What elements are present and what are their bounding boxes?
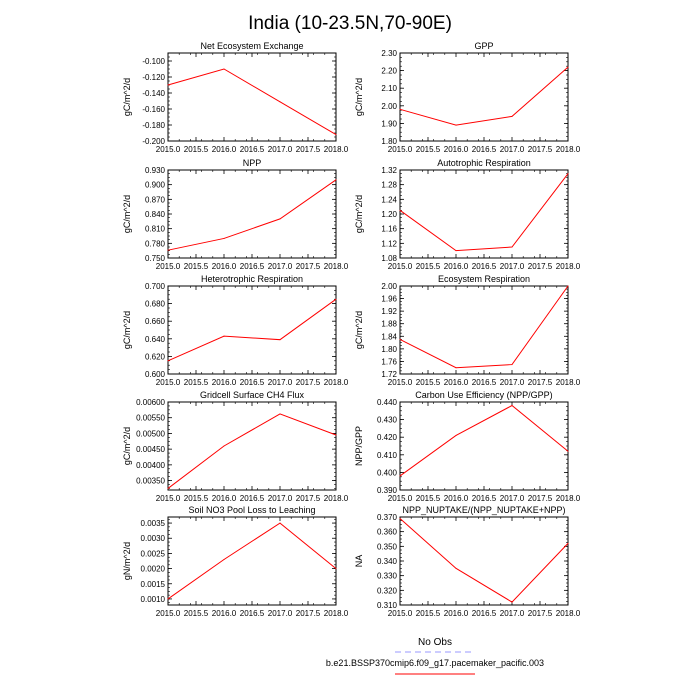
x-tick-label: 2016.5 bbox=[239, 609, 265, 618]
data-point bbox=[280, 339, 281, 340]
x-tick-label: 2018.0 bbox=[555, 378, 581, 387]
y-tick-label: 0.700 bbox=[144, 282, 165, 291]
y-tick-label: 0.680 bbox=[144, 299, 165, 309]
y-tick-label: 1.92 bbox=[381, 307, 397, 317]
x-tick-label: 2017.0 bbox=[267, 609, 293, 618]
x-tick-label: 2015.0 bbox=[155, 609, 181, 618]
x-tick-label: 2017.5 bbox=[295, 378, 321, 387]
panel-title: Ecosystem Respiration bbox=[437, 274, 531, 284]
data-point bbox=[336, 435, 337, 436]
x-tick-label: 2015.5 bbox=[415, 609, 441, 618]
plot-frame bbox=[400, 517, 568, 605]
x-tick-label: 2015.5 bbox=[183, 378, 209, 387]
y-axis-label: gC/m^2/d bbox=[354, 310, 364, 350]
panel-9 bbox=[122, 505, 349, 618]
y-tick-label: 0.900 bbox=[144, 180, 165, 190]
panels bbox=[122, 41, 581, 618]
y-tick-label: 2.00 bbox=[381, 101, 397, 111]
x-tick-label: 2015.0 bbox=[387, 145, 413, 154]
x-tick-label: 2017.0 bbox=[267, 262, 293, 271]
y-axis-label: gN/m^2/d bbox=[122, 541, 132, 581]
x-tick-label: 2017.0 bbox=[267, 378, 293, 387]
data-point bbox=[224, 559, 225, 560]
y-tick-label: -0.120 bbox=[142, 73, 165, 82]
plot-frame bbox=[400, 53, 568, 141]
y-tick-label: 1.80 bbox=[381, 137, 397, 146]
data-point bbox=[400, 518, 401, 519]
x-tick-label: 2018.0 bbox=[555, 145, 581, 154]
x-tick-label: 2018.0 bbox=[555, 609, 581, 618]
x-tick-label: 2015.0 bbox=[155, 145, 181, 154]
plot-frame bbox=[168, 53, 336, 141]
series-line bbox=[168, 180, 336, 250]
x-tick-label: 2017.5 bbox=[527, 494, 553, 503]
plot-frame bbox=[168, 286, 336, 374]
data-point bbox=[336, 134, 337, 135]
y-tick-label: 0.660 bbox=[144, 317, 165, 327]
y-tick-label: 0.0035 bbox=[140, 519, 165, 529]
y-tick-label: 0.600 bbox=[144, 370, 165, 379]
data-point bbox=[568, 173, 569, 174]
x-tick-label: 2017.5 bbox=[527, 609, 553, 618]
y-tick-label: 1.12 bbox=[381, 239, 397, 249]
y-tick-label: -0.200 bbox=[142, 137, 165, 146]
y-axis-label: NPP/GPP bbox=[354, 425, 364, 467]
x-tick-label: 2018.0 bbox=[323, 262, 349, 271]
x-tick-label: 2018.0 bbox=[323, 378, 349, 387]
data-point bbox=[168, 598, 169, 599]
panel-1 bbox=[122, 41, 349, 154]
x-tick-label: 2016.0 bbox=[443, 378, 469, 387]
x-tick-label: 2015.5 bbox=[415, 262, 441, 271]
y-tick-label: 0.410 bbox=[376, 450, 397, 460]
panel-title: Net Ecosystem Exchange bbox=[200, 41, 304, 51]
x-tick-label: 2015.5 bbox=[183, 145, 209, 154]
x-tick-label: 2015.0 bbox=[387, 378, 413, 387]
x-tick-label: 2015.5 bbox=[183, 494, 209, 503]
panel-5 bbox=[122, 274, 349, 387]
y-tick-label: -0.100 bbox=[142, 57, 165, 66]
y-tick-label: 1.28 bbox=[381, 180, 397, 190]
y-tick-label: 1.24 bbox=[381, 195, 397, 205]
x-tick-label: 2015.0 bbox=[387, 494, 413, 503]
data-point bbox=[168, 360, 169, 361]
panel-7 bbox=[122, 390, 349, 503]
data-point bbox=[456, 435, 457, 436]
data-point bbox=[568, 543, 569, 544]
data-point bbox=[224, 238, 225, 239]
x-tick-label: 2016.0 bbox=[211, 609, 237, 618]
x-tick-label: 2017.0 bbox=[499, 494, 525, 503]
series-line bbox=[400, 406, 568, 476]
x-tick-label: 2015.0 bbox=[155, 494, 181, 503]
series-line bbox=[400, 174, 568, 251]
data-point bbox=[456, 125, 457, 126]
panel-10 bbox=[354, 505, 581, 618]
y-axis-label: gC/m^2/d bbox=[122, 426, 132, 466]
y-tick-label: 0.430 bbox=[376, 415, 397, 425]
data-point bbox=[568, 286, 569, 287]
x-tick-label: 2016.5 bbox=[239, 494, 265, 503]
y-tick-label: 0.0015 bbox=[140, 579, 165, 589]
y-tick-label: 0.750 bbox=[144, 254, 165, 263]
x-tick-label: 2016.0 bbox=[211, 494, 237, 503]
data-point bbox=[512, 405, 513, 406]
data-point bbox=[336, 179, 337, 180]
x-tick-label: 2016.0 bbox=[443, 609, 469, 618]
y-tick-label: 0.780 bbox=[144, 239, 165, 249]
y-tick-label: 1.08 bbox=[381, 254, 397, 263]
plot-frame bbox=[400, 286, 568, 374]
panel-title: Heterotrophic Respiration bbox=[200, 274, 304, 284]
y-axis-label: gC/m^2/d bbox=[122, 77, 132, 117]
x-tick-label: 2017.0 bbox=[499, 262, 525, 271]
x-tick-label: 2015.0 bbox=[387, 262, 413, 271]
x-tick-label: 2015.5 bbox=[415, 494, 441, 503]
y-tick-label: 0.00550 bbox=[136, 413, 165, 423]
panel-4 bbox=[354, 158, 581, 271]
data-point bbox=[400, 109, 401, 110]
x-tick-label: 2016.0 bbox=[211, 378, 237, 387]
y-tick-label: 0.00500 bbox=[136, 429, 165, 439]
series-line bbox=[400, 67, 568, 125]
plot-frame bbox=[168, 517, 336, 605]
data-point bbox=[224, 69, 225, 70]
data-point bbox=[168, 488, 169, 489]
x-tick-label: 2016.5 bbox=[239, 145, 265, 154]
data-point bbox=[512, 116, 513, 117]
y-tick-label: -0.160 bbox=[142, 105, 165, 114]
figure-title: India (10-23.5N,70-90E) bbox=[248, 13, 452, 34]
panel-title: Gridcell Surface CH4 Flux bbox=[199, 390, 305, 400]
y-tick-label: 1.72 bbox=[381, 370, 397, 379]
y-tick-label: 0.0025 bbox=[140, 549, 165, 559]
x-tick-label: 2016.0 bbox=[443, 145, 469, 154]
x-tick-label: 2016.5 bbox=[471, 262, 497, 271]
x-tick-label: 2016.5 bbox=[471, 494, 497, 503]
y-tick-label: 0.310 bbox=[376, 601, 397, 610]
data-point bbox=[224, 336, 225, 337]
panel-6 bbox=[354, 274, 581, 387]
y-tick-label: 0.330 bbox=[376, 571, 397, 581]
y-tick-label: 0.400 bbox=[376, 468, 397, 478]
x-tick-label: 2017.5 bbox=[295, 145, 321, 154]
y-axis-label: gC/m^2/d bbox=[354, 194, 364, 234]
x-tick-label: 2017.5 bbox=[527, 262, 553, 271]
y-tick-label: 1.32 bbox=[381, 166, 397, 175]
y-tick-label: 0.640 bbox=[144, 334, 165, 344]
y-tick-label: 0.840 bbox=[144, 210, 165, 219]
series-line bbox=[400, 286, 568, 368]
x-tick-label: 2016.5 bbox=[471, 378, 497, 387]
data-point bbox=[168, 250, 169, 251]
x-tick-label: 2018.0 bbox=[323, 609, 349, 618]
x-tick-label: 2017.0 bbox=[499, 609, 525, 618]
x-tick-label: 2018.0 bbox=[555, 262, 581, 271]
data-point bbox=[336, 299, 337, 300]
x-tick-label: 2018.0 bbox=[323, 494, 349, 503]
x-tick-label: 2015.5 bbox=[415, 145, 441, 154]
x-tick-label: 2018.0 bbox=[323, 145, 349, 154]
x-tick-label: 2015.0 bbox=[155, 262, 181, 271]
data-point bbox=[456, 568, 457, 569]
y-tick-label: 1.96 bbox=[381, 294, 397, 304]
data-point bbox=[512, 247, 513, 248]
y-tick-label: 1.84 bbox=[381, 332, 397, 342]
x-tick-label: 2016.5 bbox=[471, 609, 497, 618]
panel-title: NPP bbox=[242, 158, 262, 168]
panel-8 bbox=[354, 390, 581, 503]
y-axis-label: gC/m^2/d bbox=[354, 77, 364, 117]
y-tick-label: 0.0010 bbox=[140, 594, 165, 604]
y-tick-label: 1.20 bbox=[381, 210, 397, 219]
x-tick-label: 2015.0 bbox=[387, 609, 413, 618]
y-tick-label: 0.810 bbox=[144, 224, 165, 234]
x-tick-label: 2017.0 bbox=[499, 145, 525, 154]
x-tick-label: 2017.5 bbox=[295, 262, 321, 271]
y-tick-label: 0.420 bbox=[376, 433, 397, 443]
y-tick-label: 0.930 bbox=[144, 166, 165, 175]
series-line bbox=[400, 518, 568, 602]
x-tick-label: 2015.5 bbox=[183, 609, 209, 618]
plot-frame bbox=[168, 402, 336, 490]
series-line bbox=[168, 523, 336, 599]
x-tick-label: 2016.0 bbox=[211, 145, 237, 154]
data-point bbox=[512, 602, 513, 603]
data-point bbox=[568, 67, 569, 68]
y-tick-label: 0.00350 bbox=[136, 476, 165, 486]
panel-3 bbox=[122, 158, 349, 271]
y-tick-label: 0.440 bbox=[376, 398, 397, 407]
y-tick-label: 0.340 bbox=[376, 557, 397, 566]
y-tick-label: 0.360 bbox=[376, 527, 397, 537]
y-axis-label: gC/m^2/d bbox=[122, 194, 132, 234]
panel-title: Autotrophic Respiration bbox=[437, 158, 531, 168]
y-tick-label: 0.00400 bbox=[136, 460, 165, 470]
panel-title: Carbon Use Efficiency (NPP/GPP) bbox=[415, 390, 553, 400]
y-tick-label: 0.0030 bbox=[140, 534, 165, 544]
y-tick-label: 2.30 bbox=[381, 49, 397, 58]
data-point bbox=[568, 451, 569, 452]
x-tick-label: 2017.5 bbox=[295, 494, 321, 503]
y-tick-label: 1.80 bbox=[381, 344, 397, 354]
x-tick-label: 2017.0 bbox=[499, 378, 525, 387]
y-tick-label: 0.620 bbox=[144, 352, 165, 362]
panel-title: NPP_NUPTAKE/(NPP_NUPTAKE+NPP) bbox=[402, 505, 566, 515]
data-point bbox=[224, 446, 225, 447]
y-axis-label: gC/m^2/d bbox=[122, 310, 132, 350]
panel-title: Soil NO3 Pool Loss to Leaching bbox=[188, 505, 316, 515]
y-tick-label: 1.76 bbox=[381, 357, 397, 367]
series-line bbox=[168, 69, 336, 135]
plot-frame bbox=[400, 170, 568, 258]
y-tick-label: 2.20 bbox=[381, 66, 397, 76]
data-point bbox=[400, 475, 401, 476]
x-tick-label: 2015.0 bbox=[155, 378, 181, 387]
y-tick-label: 0.00450 bbox=[136, 445, 165, 455]
x-tick-label: 2017.5 bbox=[527, 378, 553, 387]
data-point bbox=[280, 413, 281, 414]
series-line bbox=[168, 299, 336, 361]
panel-title: GPP bbox=[474, 41, 494, 51]
plot-frame bbox=[400, 402, 568, 490]
x-tick-label: 2016.5 bbox=[239, 378, 265, 387]
x-tick-label: 2015.5 bbox=[183, 262, 209, 271]
data-point bbox=[280, 523, 281, 524]
y-tick-label: -0.180 bbox=[142, 121, 165, 130]
data-point bbox=[400, 339, 401, 340]
legend-label-no-obs: No Obs bbox=[418, 637, 452, 648]
x-tick-label: 2016.0 bbox=[211, 262, 237, 271]
data-point bbox=[168, 85, 169, 86]
data-point bbox=[280, 101, 281, 102]
data-point bbox=[400, 210, 401, 211]
x-tick-label: 2017.5 bbox=[527, 145, 553, 154]
y-tick-label: -0.140 bbox=[142, 89, 165, 98]
y-tick-label: 0.320 bbox=[376, 586, 397, 596]
y-tick-label: 0.0020 bbox=[140, 564, 165, 574]
legend-label-run: b.e21.BSSP370cmip6.f09_g17.pacemaker_pacific.003 bbox=[325, 658, 545, 668]
x-tick-label: 2017.0 bbox=[267, 145, 293, 154]
data-point bbox=[456, 367, 457, 368]
y-tick-label: 1.16 bbox=[381, 224, 397, 234]
y-axis-label: NA bbox=[354, 554, 364, 568]
series-line bbox=[168, 414, 336, 488]
y-tick-label: 0.370 bbox=[376, 513, 397, 522]
y-tick-label: 2.10 bbox=[381, 84, 397, 94]
x-tick-label: 2017.5 bbox=[295, 609, 321, 618]
data-point bbox=[336, 568, 337, 569]
data-point bbox=[512, 364, 513, 365]
x-tick-label: 2018.0 bbox=[555, 494, 581, 503]
x-tick-label: 2015.5 bbox=[415, 378, 441, 387]
y-tick-label: 2.00 bbox=[381, 282, 397, 291]
y-tick-label: 1.88 bbox=[381, 319, 397, 329]
legend bbox=[326, 637, 544, 674]
y-tick-label: 0.870 bbox=[144, 195, 165, 205]
x-tick-label: 2016.0 bbox=[443, 494, 469, 503]
x-tick-label: 2016.0 bbox=[443, 262, 469, 271]
x-tick-label: 2016.5 bbox=[239, 262, 265, 271]
panel-2 bbox=[354, 41, 581, 154]
x-tick-label: 2017.0 bbox=[267, 494, 293, 503]
y-tick-label: 0.390 bbox=[376, 486, 397, 495]
data-point bbox=[280, 218, 281, 219]
y-tick-label: 0.00600 bbox=[136, 398, 165, 407]
x-tick-label: 2016.5 bbox=[471, 145, 497, 154]
y-tick-label: 0.350 bbox=[376, 542, 397, 552]
y-tick-label: 1.90 bbox=[381, 119, 397, 129]
data-point bbox=[456, 250, 457, 251]
